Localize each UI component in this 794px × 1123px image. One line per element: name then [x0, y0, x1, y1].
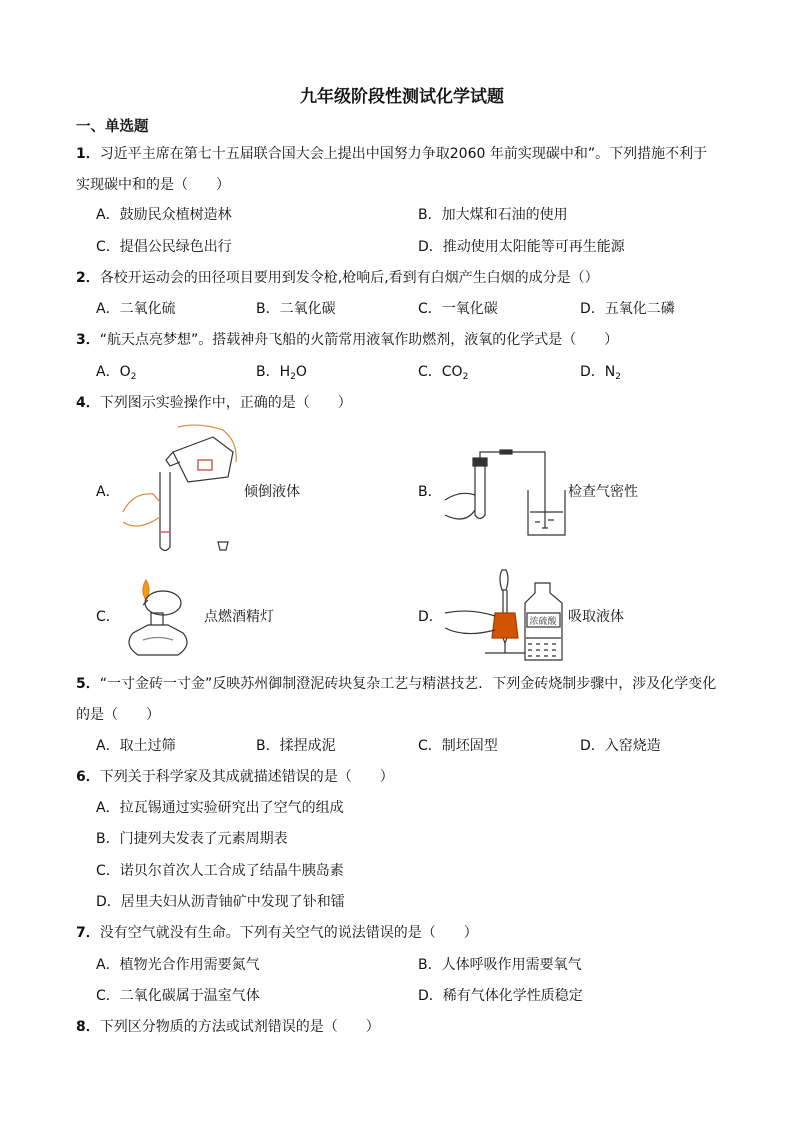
- q3-option-a[interactable]: [96, 362, 136, 387]
- q4-option-c-caption: 点燃酒精灯: [204, 609, 274, 625]
- question-2-stem: [76, 268, 599, 288]
- q7-option-c[interactable]: C．二氧化碳属于温室气体: [96, 988, 260, 1004]
- question-number: 3．: [76, 332, 100, 348]
- q4-option-d-caption: 吸取液体: [568, 609, 624, 625]
- question-text: 没有空气就没有生命。下列有关空气的说法错误的是（ ）: [99, 925, 478, 941]
- q6-option-b[interactable]: B．门捷列夫发表了元素周期表: [96, 831, 288, 847]
- question-number: 1．: [76, 146, 100, 162]
- q7-option-b[interactable]: B．人体呼吸作用需要氧气: [418, 957, 582, 973]
- q2-option-b[interactable]: B．二氧化碳: [256, 301, 336, 317]
- question-4-stem: [76, 393, 352, 413]
- q1-option-c[interactable]: C．提倡公民绿色出行: [96, 239, 232, 255]
- question-1-stem: [76, 144, 707, 164]
- question-number: 7．: [76, 925, 100, 941]
- option-label-rest: O: [295, 364, 307, 380]
- question-number: 6．: [76, 769, 100, 785]
- question-text: “航天点亮梦想”。搭载神舟飞船的火箭常用液氧作助燃剂，液氧的化学式是（ ）: [99, 332, 619, 348]
- q2-option-c[interactable]: C．一氧化碳: [418, 301, 498, 317]
- alcohol-lamp-illustration: [118, 575, 203, 660]
- pouring-liquid-illustration: [118, 422, 243, 557]
- q4-option-d-label[interactable]: D．: [418, 609, 443, 625]
- question-6-stem: [76, 767, 394, 787]
- q7-option-d[interactable]: D．稀有气体化学性质稳定: [418, 988, 583, 1004]
- subscript: 2: [290, 372, 296, 382]
- question-text: 各校开运动会的田径项目要用到发令枪,枪响后,看到有白烟产生白烟的成分是（）: [99, 270, 599, 286]
- q1-option-a[interactable]: A．鼓励民众植树造林: [96, 207, 232, 223]
- q4-option-c-label[interactable]: C．: [96, 609, 120, 625]
- option-label: D．N: [580, 364, 616, 380]
- q3-option-d[interactable]: [580, 362, 621, 387]
- q6-option-a[interactable]: A．拉瓦锡通过实验研究出了空气的组成: [96, 800, 344, 816]
- question-number: 4．: [76, 395, 100, 411]
- question-3-stem: [76, 330, 618, 350]
- q4-option-b-caption: 检查气密性: [568, 484, 638, 500]
- question-8-stem: [76, 1017, 380, 1037]
- question-number: 2．: [76, 270, 100, 286]
- question-5-stem: [76, 674, 716, 694]
- bottle-label: 浓硫酸: [529, 617, 557, 627]
- question-text: 下列关于科学家及其成就描述错误的是（ ）: [99, 769, 394, 785]
- q3-option-b[interactable]: [256, 362, 307, 387]
- question-text: 下列区分物质的方法或试剂错误的是（ ）: [99, 1019, 380, 1035]
- q1-option-d[interactable]: D．推动使用太阳能等可再生能源: [418, 239, 625, 255]
- q1-option-b[interactable]: B．加大煤和石油的使用: [418, 207, 568, 223]
- question-text: 下列图示实验操作中，正确的是（ ）: [99, 395, 352, 411]
- subscript: 2: [130, 372, 137, 382]
- airtightness-check-illustration: [440, 450, 570, 540]
- q4-option-a-label[interactable]: A．: [96, 484, 120, 500]
- subscript: 2: [462, 372, 469, 382]
- option-label: C．CO: [418, 364, 463, 380]
- q4-option-b-label[interactable]: B．: [418, 484, 442, 500]
- question-7-stem: [76, 923, 478, 943]
- q5-option-d[interactable]: D．入窑烧造: [580, 738, 661, 754]
- q5-option-c[interactable]: C．制坯固型: [418, 738, 498, 754]
- page-title: 九年级阶段性测试化学试题: [300, 87, 504, 107]
- q3-option-c[interactable]: [418, 362, 468, 387]
- q6-option-c[interactable]: C．诺贝尔首次人工合成了结晶牛胰岛素: [96, 863, 344, 879]
- dropper-bottle-illustration: [440, 568, 565, 663]
- option-label: A．O: [96, 364, 131, 380]
- q7-option-a[interactable]: A．植物光合作用需要氮气: [96, 957, 260, 973]
- question-text: “一寸金砖一寸金”反映苏州御制澄泥砖块复杂工艺与精湛技艺．下列金砖烧制步骤中，涉及化学变化: [99, 676, 717, 692]
- q6-option-d[interactable]: D．居里夫妇从沥青铀矿中发现了钋和镭: [96, 894, 345, 910]
- q2-option-a[interactable]: A．二氧化硫: [96, 301, 176, 317]
- subscript: 2: [615, 372, 621, 382]
- section-heading: 一、单选题: [76, 119, 149, 135]
- q4-option-a-caption: 倾倒液体: [244, 484, 300, 500]
- option-label: B．H: [256, 364, 291, 380]
- question-1-stem-cont: 实现碳中和的是（ ）: [76, 177, 230, 193]
- q2-option-d[interactable]: D．五氧化二磷: [580, 301, 675, 317]
- q5-option-a[interactable]: A．取土过筛: [96, 738, 176, 754]
- question-text: 习近平主席在第七十五届联合国大会上提出中国努力争取2060 年前实现碳中和”。下列措施不利于: [99, 146, 708, 162]
- question-5-stem-cont: 的是（ ）: [76, 707, 160, 723]
- question-number: 5．: [76, 676, 100, 692]
- question-number: 8．: [76, 1019, 100, 1035]
- q5-option-b[interactable]: B．揉捏成泥: [256, 738, 336, 754]
